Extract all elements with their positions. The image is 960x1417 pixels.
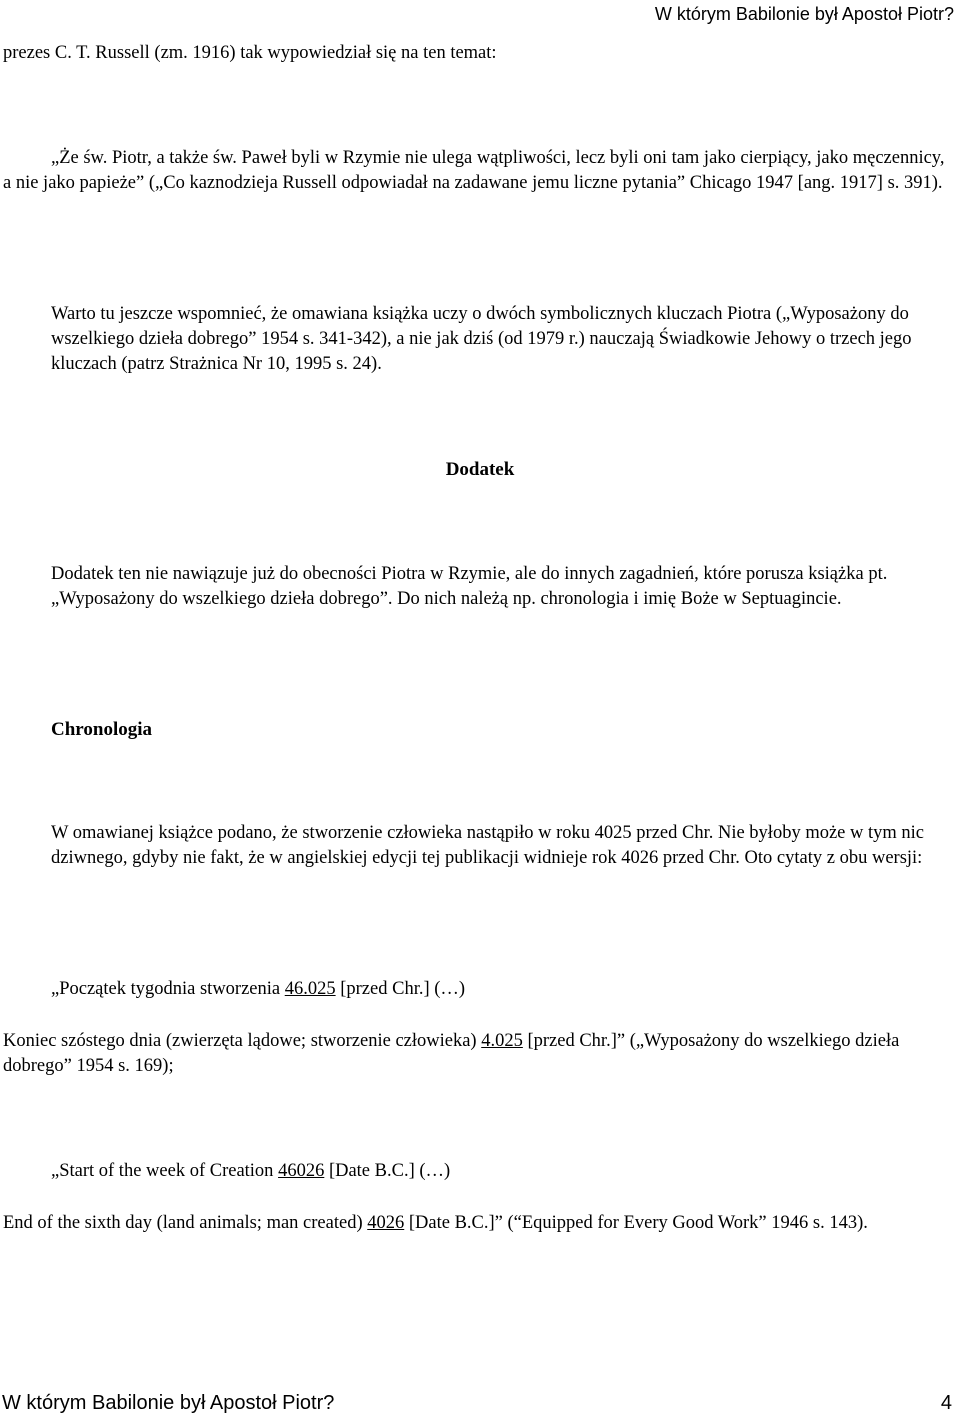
quote-polish-end: Koniec szóstego dnia (zwierzęta lądowe; stworzenie człowieka) 4.025 [przed Chr.]” („Wyposażony do wszelkiego dzieła dobrego” 1954 s. 169);	[3, 1031, 900, 1076]
quote-english-end: End of the sixth day (land animals; man created) 4026 [Date B.C.]” (“Equipped for Every Good Work” 1946 s. 143).	[3, 1213, 868, 1233]
page-number: 4	[940, 1392, 952, 1414]
intro-line: prezes C. T. Russell (zm. 1916) tak wypowiedział się na ten temat:	[3, 43, 497, 63]
heading-chronologia: Chronologia	[51, 719, 153, 740]
keys-paragraph: Warto tu jeszcze wspomnieć, że omawiana książka uczy o dwóch symbolicznych kluczach Piotra („Wyposażony do wszelkiego dzieła dobrego” 1954 s. 341-342), a nie jak dziś (od 1979 r.) nauczają Świadkowie Jehowy o trzech jego kluczach (patrz Strażnica Nr 10, 1995 s. 24).	[51, 304, 912, 374]
chronology-paragraph: W omawianej książce podano, że stworzenie człowieka nastąpiło w roku 4025 przed Chr. Nie byłoby może w tym nic dziwnego, gdyby nie fakt, że w angielskiej edycji tej publikacji widnieje rok 4026 przed Chr. Oto cytaty z obu wersji:	[51, 823, 925, 868]
number-46026: 46026	[278, 1161, 325, 1181]
running-footer: W którym Babilonie był Apostoł Piotr?	[2, 1392, 335, 1414]
number-4026: 4026	[367, 1213, 405, 1233]
number-46025: 46.025	[284, 979, 336, 999]
russell-quote: „Że św. Piotr, a także św. Paweł byli w Rzymie nie ulega wątpliwości, lecz byli oni tam jako cierpiący, jako męczennicy, a nie jako papieże” („Co kaznodzieja Russell odpowiadał na zadawane jemu liczne pytania” Chicago 1947 [ang. 1917] s. 391).	[3, 148, 945, 193]
running-header: W którym Babilonie był Apostoł Piotr?	[654, 4, 954, 24]
number-4025: 4.025	[481, 1031, 523, 1051]
quote-polish-start: „Początek tygodnia stworzenia 46.025 [przed Chr.] (…)	[51, 979, 466, 999]
quote-english-start: „Start of the week of Creation 46026 [Date B.C.] (…)	[51, 1161, 451, 1181]
dodatek-paragraph: Dodatek ten nie nawiązuje już do obecności Piotra w Rzymie, ale do innych zagadnień, które porusza książka pt. „Wyposażony do wszelkiego dzieła dobrego”. Do nich należą np. chronologia i imię Boże w Septuagincie.	[51, 564, 888, 609]
heading-dodatek: Dodatek	[445, 459, 515, 480]
